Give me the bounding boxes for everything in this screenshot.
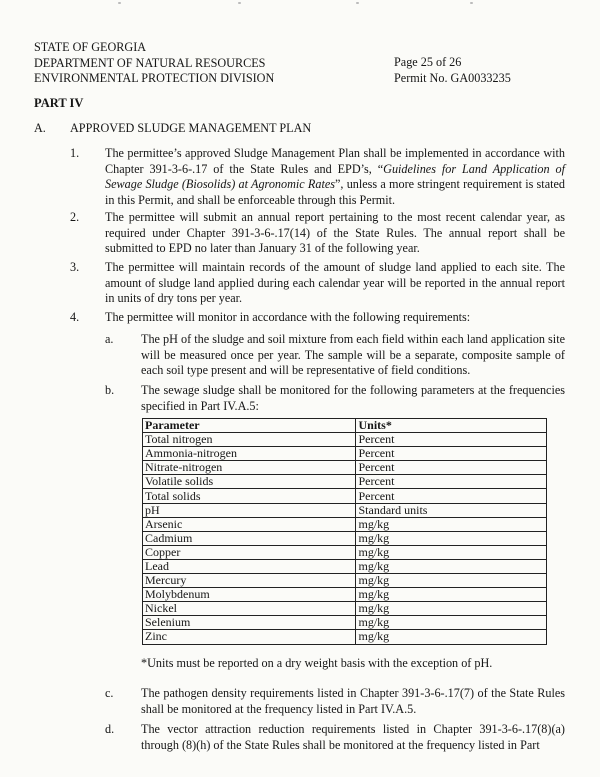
table-row [143, 531, 547, 545]
table-row [143, 630, 547, 644]
subitem-text: The sewage sludge shall be monitored for the following parameters at the frequencies specified in Part IV.A.5: [141, 383, 565, 413]
units-cell: Percent [356, 489, 547, 503]
table-row [143, 574, 547, 588]
page-number: Page 25 of 26 [394, 55, 462, 69]
table-row [143, 503, 547, 517]
part-title: PART IV [34, 96, 84, 110]
table-row [143, 559, 547, 573]
parameter-cell: Ammonia-nitrogen [143, 447, 356, 461]
table-row [143, 588, 547, 602]
agency-line: DEPARTMENT OF NATURAL RESOURCES [34, 55, 266, 70]
item-number: 2. [70, 210, 80, 224]
agency-line: ENVIRONMENTAL PROTECTION DIVISION [34, 71, 275, 85]
item-text [105, 146, 565, 208]
units-cell: mg/kg [356, 630, 547, 644]
parameter-cell: Volatile solids [143, 475, 356, 489]
agency-line: STATE OF GEORGIA [34, 40, 147, 54]
page-info [394, 55, 511, 86]
item-text: The permittee will monitor in accordance with the following requirements: [105, 310, 471, 324]
item-number: 3. [70, 260, 80, 274]
units-cell: mg/kg [356, 574, 547, 588]
parameter-cell: Nitrate-nitrogen [143, 461, 356, 475]
units-cell: Standard units [356, 503, 547, 517]
units-cell: mg/kg [356, 545, 547, 559]
units-cell: Percent [356, 461, 547, 475]
subitem-letter: b. [105, 383, 115, 397]
item-text-part: ”, unless a more stringent requirement is stated in this Permit, and shall be enforceable through this Permit. [105, 177, 565, 207]
parameter-cell: Nickel [143, 602, 356, 616]
table-row [143, 602, 547, 616]
parameter-cell: Molybdenum [143, 588, 356, 602]
item-number: 4. [70, 310, 80, 324]
subitem-text: The pathogen density requirements listed in Chapter 391-3-6-.17(7) of the State Rules shall be monitored at the frequency listed in Part IV.A.5. [141, 686, 565, 716]
item-text: The permittee will maintain records of the amount of sludge land applied to each site. The amount of sludge land applied during each calendar year will be reported in the annual report in units of dry tons per year. [105, 260, 565, 305]
table-row [143, 545, 547, 559]
parameter-cell: Cadmium [143, 531, 356, 545]
units-cell: Percent [356, 447, 547, 461]
table-row [143, 517, 547, 531]
subitem-text: The vector attraction reduction requirements listed in Chapter 391-3-6-.17(8)(a) through (8)(h) of the State Rules shall be monitored at the frequency listed in Part [141, 722, 565, 752]
parameter-cell: Mercury [143, 574, 356, 588]
subitem-text: The pH of the sludge and soil mixture from each field within each land application site will be measured once per year. The sample will be a separate, composite sample of each soil type present and will be representative of field conditions. [141, 332, 565, 377]
parameter-cell: Lead [143, 559, 356, 573]
column-header: Parameter [143, 419, 356, 433]
table-row [143, 461, 547, 475]
subitem-letter: d. [105, 722, 115, 736]
subitem-letter: a. [105, 332, 114, 346]
units-cell: mg/kg [356, 531, 547, 545]
item-text: The permittee will submit an annual report pertaining to the most recent calendar year, as required under Chapter 391-3-6-.17(14) of the State Rules. The annual report shall be submitted to EPD no later than January 31 of the following year. [105, 210, 565, 255]
table-footnote: *Units must be reported on a dry weight basis with the exception of pH. [141, 656, 493, 670]
parameter-cell: Arsenic [143, 517, 356, 531]
parameter-cell: Copper [143, 545, 356, 559]
parameter-cell: Total solids [143, 489, 356, 503]
table-header-row [143, 419, 547, 433]
scan-artifact [118, 2, 121, 4]
units-cell: mg/kg [356, 517, 547, 531]
permit-number: Permit No. GA0033235 [394, 70, 511, 85]
item-number: 1. [70, 146, 80, 160]
parameter-cell: pH [143, 503, 356, 517]
subitem-letter: c. [105, 686, 114, 700]
units-cell: Percent [356, 475, 547, 489]
section-letter: A. [34, 121, 46, 135]
table-row [143, 475, 547, 489]
table-row [143, 433, 547, 447]
scan-artifact [238, 2, 241, 4]
units-cell: mg/kg [356, 588, 547, 602]
guidelines-title: Guidelines for Land Application of Sewage Sludge (Biosolids) at Agronomic Rates [105, 161, 565, 191]
item-text-part: The permittee’s approved Sludge Management Plan shall be implemented in accordance with Chapter 391-3-6-.17 of the State Rules and EPD’s, “ [105, 146, 565, 176]
scan-artifact [470, 2, 473, 4]
units-cell: mg/kg [356, 602, 547, 616]
scan-artifact [356, 2, 359, 4]
parameter-cell: Zinc [143, 630, 356, 644]
table-row [143, 616, 547, 630]
parameter-cell: Total nitrogen [143, 433, 356, 447]
units-cell: Percent [356, 433, 547, 447]
agency-header [34, 40, 274, 87]
units-cell: mg/kg [356, 616, 547, 630]
parameters-table [142, 418, 547, 645]
parameter-cell: Selenium [143, 616, 356, 630]
table-row [143, 447, 547, 461]
units-cell: mg/kg [356, 559, 547, 573]
column-header: Units* [356, 419, 547, 433]
section-title: APPROVED SLUDGE MANAGEMENT PLAN [70, 121, 312, 135]
table-row [143, 489, 547, 503]
